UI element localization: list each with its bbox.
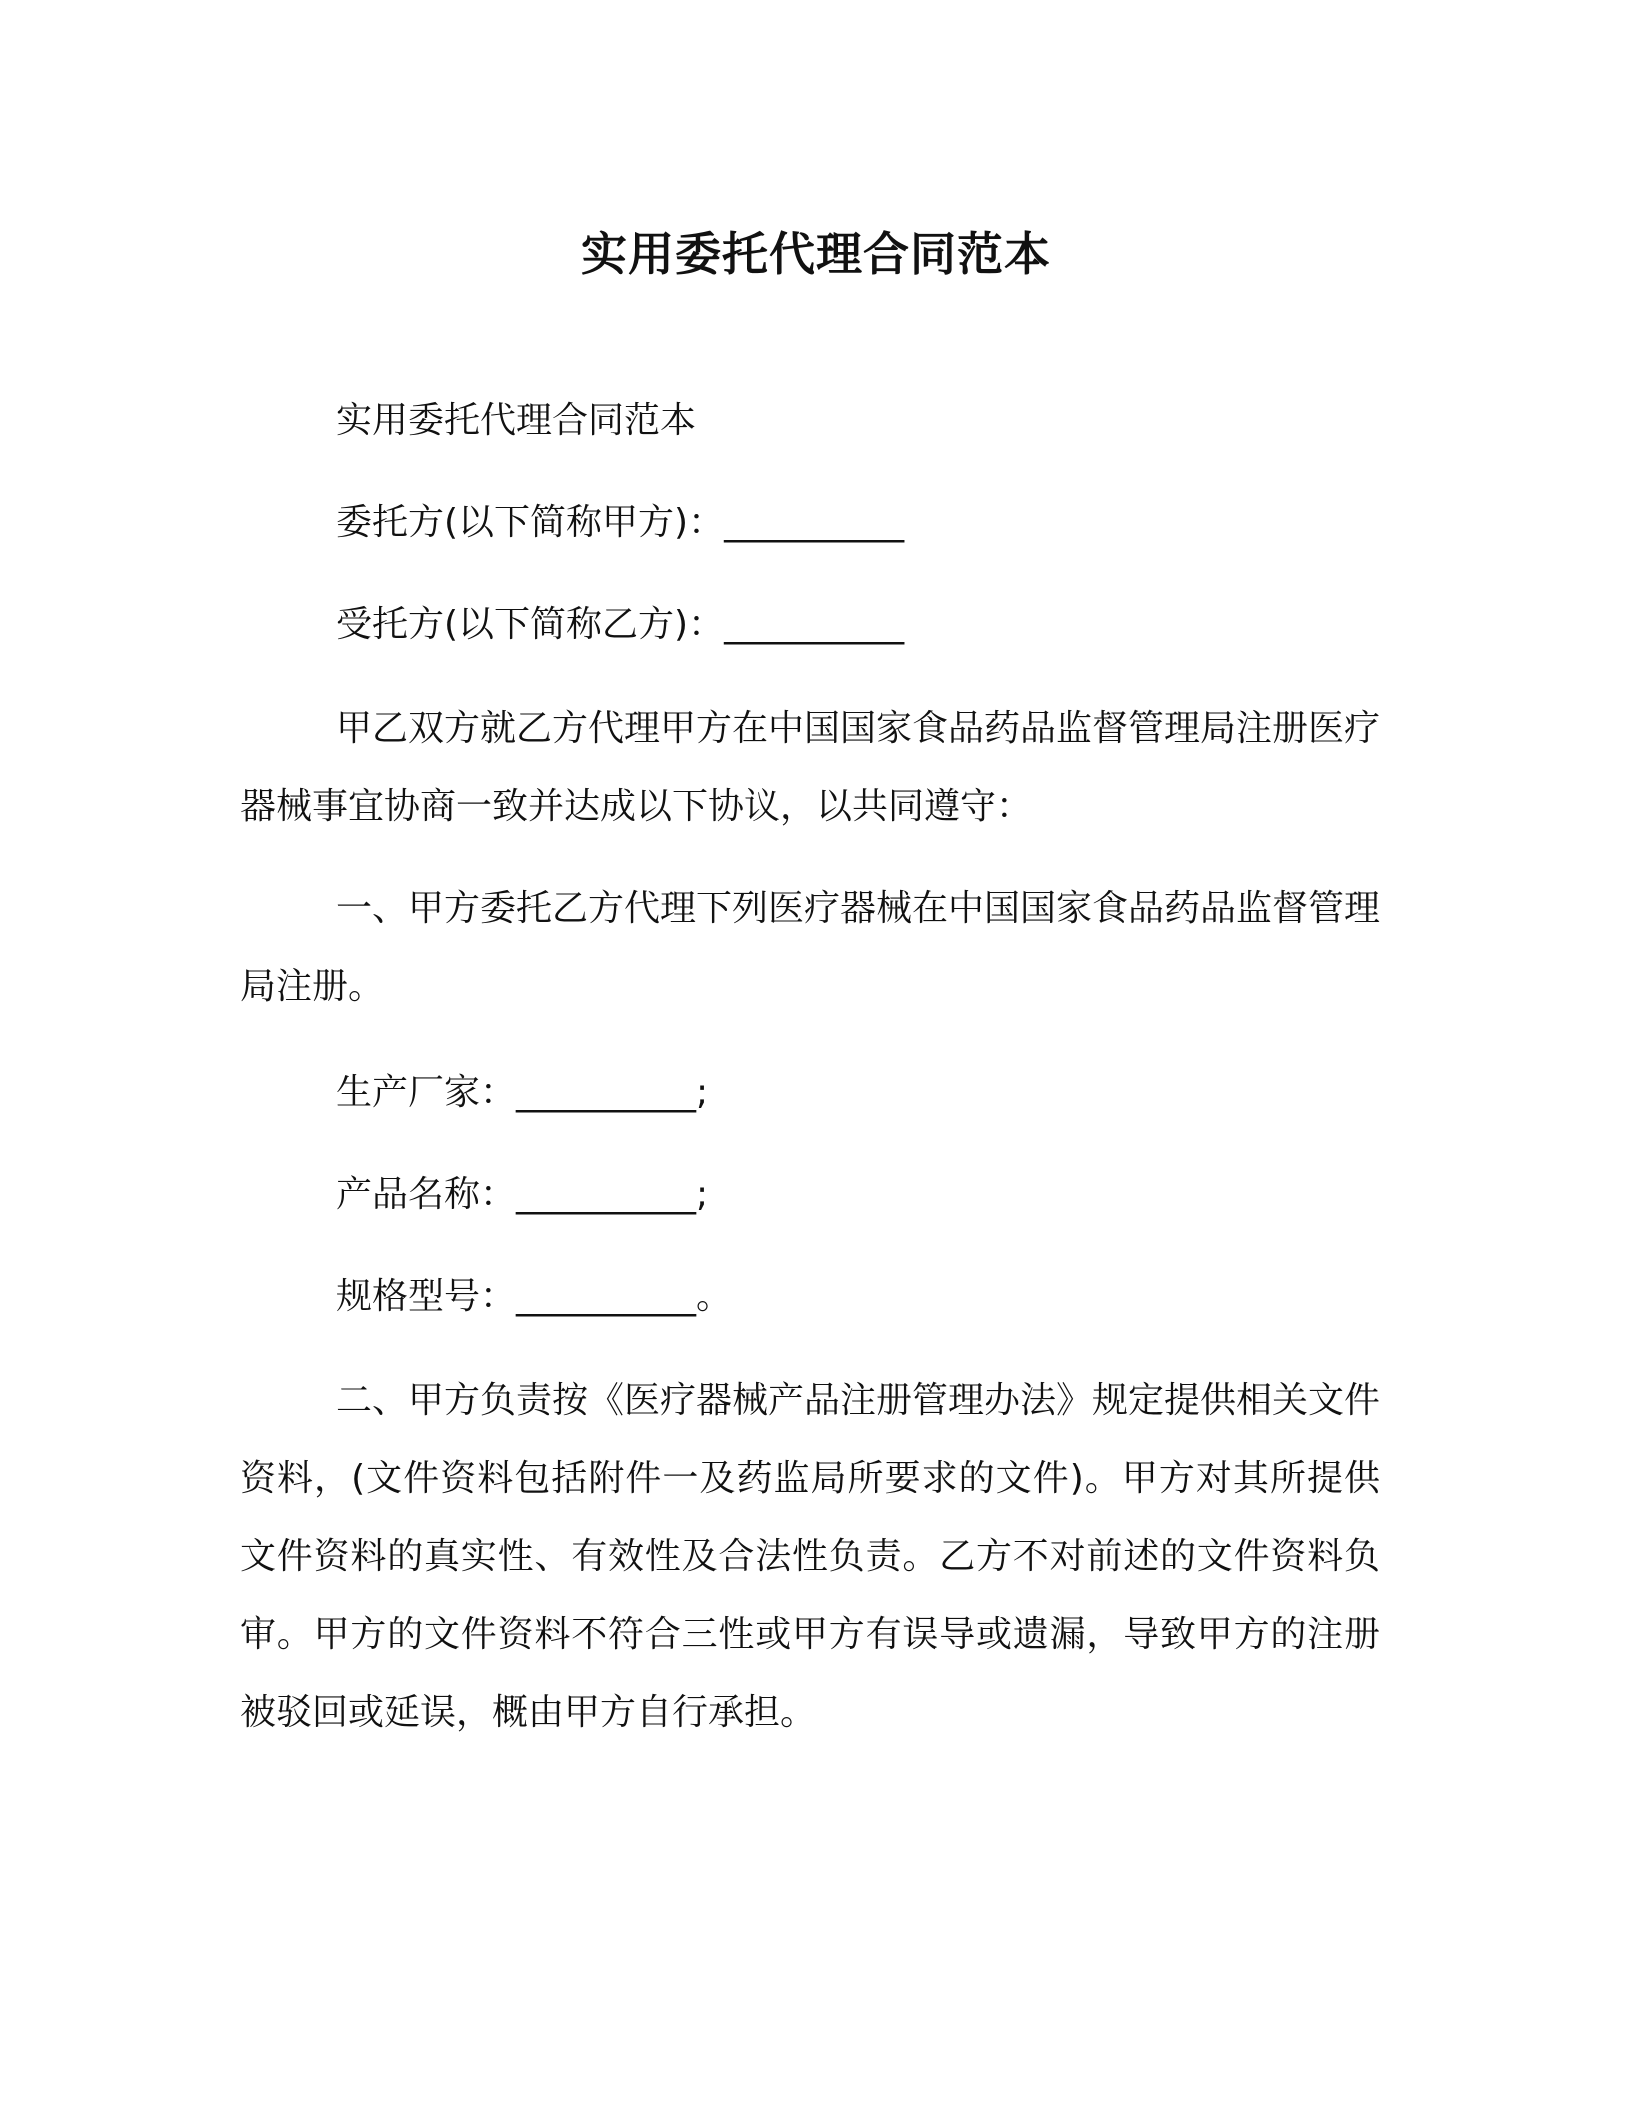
clause-1-paragraph: 一、甲方委托乙方代理下列医疗器械在中国国家食品药品监督管理局注册。 xyxy=(240,888,1381,1007)
document-title: 实用委托代理合同范本 xyxy=(581,227,1051,281)
intro-paragraph: 甲乙双方就乙方代理甲方在中国国家食品药品监督管理局注册医疗器械事宜协商一致并达成以下协议，以共同遵守： xyxy=(240,708,1381,827)
party-a-line: 委托方(以下简称甲方)：__________ xyxy=(336,502,905,543)
product-name-line: 产品名称：__________; xyxy=(336,1174,709,1215)
manufacturer-line: 生产厂家：__________; xyxy=(336,1072,709,1113)
clause-2-paragraph: 二、甲方负责按《医疗器械产品注册管理办法》规定提供相关文件资料，(文件资料包括附件一及药监局所要求的文件)。甲方对其所提供文件资料的真实性、有效性及合法性负责。乙方不对前述的文件资料负审。甲方的文件资料不符合三性或甲方有误导或遗漏，导致甲方的注册被驳回或延误，概由甲方自行承担。 xyxy=(240,1380,1381,1733)
model-line: 规格型号：__________。 xyxy=(336,1276,733,1317)
document-subtitle: 实用委托代理合同范本 xyxy=(336,400,697,441)
party-b-line: 受托方(以下简称乙方)：__________ xyxy=(336,604,905,645)
